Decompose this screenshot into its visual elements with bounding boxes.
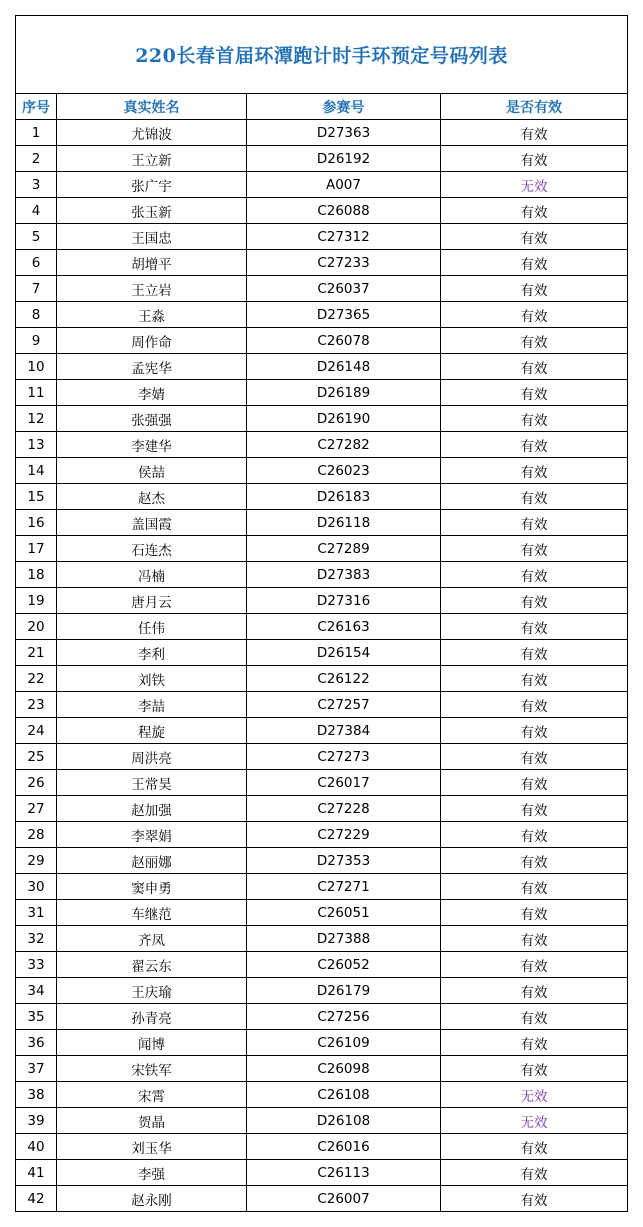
cell-index: 34 bbox=[16, 978, 57, 1004]
cell-bib: C27312 bbox=[247, 224, 441, 250]
cell-valid: 有效 bbox=[441, 588, 628, 614]
cell-valid: 有效 bbox=[441, 848, 628, 874]
cell-index: 12 bbox=[16, 406, 57, 432]
table-row bbox=[16, 484, 628, 510]
table-row bbox=[16, 1082, 628, 1108]
cell-name: 石连杰 bbox=[57, 536, 247, 562]
cell-index: 37 bbox=[16, 1056, 57, 1082]
cell-index: 14 bbox=[16, 458, 57, 484]
cell-bib: C26052 bbox=[247, 952, 441, 978]
cell-valid: 有效 bbox=[441, 354, 628, 380]
cell-bib: C26078 bbox=[247, 328, 441, 354]
cell-bib: C27271 bbox=[247, 874, 441, 900]
cell-name: 冯楠 bbox=[57, 562, 247, 588]
cell-valid: 有效 bbox=[441, 276, 628, 302]
cell-valid: 有效 bbox=[441, 302, 628, 328]
table-row bbox=[16, 1108, 628, 1134]
cell-bib: C27256 bbox=[247, 1004, 441, 1030]
table-row bbox=[16, 380, 628, 406]
cell-bib: C27273 bbox=[247, 744, 441, 770]
table-row bbox=[16, 510, 628, 536]
cell-bib: D26179 bbox=[247, 978, 441, 1004]
cell-valid: 有效 bbox=[441, 718, 628, 744]
cell-name: 胡增平 bbox=[57, 250, 247, 276]
cell-bib: C27282 bbox=[247, 432, 441, 458]
cell-name: 侯喆 bbox=[57, 458, 247, 484]
table-row bbox=[16, 614, 628, 640]
column-header-valid: 是否有效 bbox=[441, 94, 628, 120]
cell-index: 16 bbox=[16, 510, 57, 536]
cell-index: 18 bbox=[16, 562, 57, 588]
cell-name: 赵永刚 bbox=[57, 1186, 247, 1212]
cell-bib: C26023 bbox=[247, 458, 441, 484]
cell-bib: D27316 bbox=[247, 588, 441, 614]
table-row bbox=[16, 796, 628, 822]
cell-valid: 有效 bbox=[441, 1134, 628, 1160]
header-row bbox=[16, 94, 628, 120]
cell-bib: D26154 bbox=[247, 640, 441, 666]
cell-index: 4 bbox=[16, 198, 57, 224]
cell-index: 21 bbox=[16, 640, 57, 666]
registration-table bbox=[15, 15, 628, 1212]
table-row bbox=[16, 432, 628, 458]
cell-index: 20 bbox=[16, 614, 57, 640]
cell-name: 宋霄 bbox=[57, 1082, 247, 1108]
cell-valid: 有效 bbox=[441, 614, 628, 640]
cell-index: 39 bbox=[16, 1108, 57, 1134]
cell-valid: 有效 bbox=[441, 744, 628, 770]
cell-bib: C26163 bbox=[247, 614, 441, 640]
cell-bib: C27229 bbox=[247, 822, 441, 848]
cell-bib: C26088 bbox=[247, 198, 441, 224]
cell-valid: 有效 bbox=[441, 666, 628, 692]
cell-bib: D26183 bbox=[247, 484, 441, 510]
cell-bib: D27365 bbox=[247, 302, 441, 328]
cell-bib: C26017 bbox=[247, 770, 441, 796]
cell-name: 刘铁 bbox=[57, 666, 247, 692]
cell-bib: D27383 bbox=[247, 562, 441, 588]
cell-valid: 有效 bbox=[441, 120, 628, 146]
table-row bbox=[16, 900, 628, 926]
cell-name: 孙青亮 bbox=[57, 1004, 247, 1030]
cell-valid: 有效 bbox=[441, 1004, 628, 1030]
cell-valid: 有效 bbox=[441, 406, 628, 432]
cell-valid: 有效 bbox=[441, 458, 628, 484]
table-row bbox=[16, 1134, 628, 1160]
cell-valid: 有效 bbox=[441, 978, 628, 1004]
table-row bbox=[16, 822, 628, 848]
cell-valid: 有效 bbox=[441, 562, 628, 588]
cell-bib: D26118 bbox=[247, 510, 441, 536]
cell-name: 任伟 bbox=[57, 614, 247, 640]
cell-name: 窦申勇 bbox=[57, 874, 247, 900]
cell-bib: C26051 bbox=[247, 900, 441, 926]
cell-valid: 有效 bbox=[441, 198, 628, 224]
cell-valid: 无效 bbox=[441, 1108, 628, 1134]
cell-valid: 有效 bbox=[441, 328, 628, 354]
table-row bbox=[16, 692, 628, 718]
cell-bib: D26192 bbox=[247, 146, 441, 172]
cell-name: 李建华 bbox=[57, 432, 247, 458]
cell-index: 13 bbox=[16, 432, 57, 458]
cell-name: 盖国霞 bbox=[57, 510, 247, 536]
table-row bbox=[16, 1186, 628, 1212]
column-header-index: 序号 bbox=[16, 94, 57, 120]
cell-index: 10 bbox=[16, 354, 57, 380]
table-row bbox=[16, 666, 628, 692]
cell-bib: D26108 bbox=[247, 1108, 441, 1134]
cell-bib: D26148 bbox=[247, 354, 441, 380]
cell-valid: 有效 bbox=[441, 250, 628, 276]
table-row bbox=[16, 770, 628, 796]
table-row bbox=[16, 536, 628, 562]
cell-name: 车继范 bbox=[57, 900, 247, 926]
page-title: 220长春首届环潭跑计时手环预定号码列表 bbox=[16, 16, 628, 94]
cell-index: 17 bbox=[16, 536, 57, 562]
cell-bib: C26007 bbox=[247, 1186, 441, 1212]
table-row bbox=[16, 926, 628, 952]
table-row bbox=[16, 224, 628, 250]
cell-name: 唐月云 bbox=[57, 588, 247, 614]
table-row bbox=[16, 588, 628, 614]
cell-index: 31 bbox=[16, 900, 57, 926]
cell-bib: D26189 bbox=[247, 380, 441, 406]
cell-bib: C26037 bbox=[247, 276, 441, 302]
cell-valid: 有效 bbox=[441, 926, 628, 952]
cell-index: 6 bbox=[16, 250, 57, 276]
cell-valid: 有效 bbox=[441, 536, 628, 562]
table-row bbox=[16, 120, 628, 146]
table-row bbox=[16, 198, 628, 224]
cell-index: 24 bbox=[16, 718, 57, 744]
cell-name: 李婧 bbox=[57, 380, 247, 406]
cell-name: 周洪亮 bbox=[57, 744, 247, 770]
cell-valid: 有效 bbox=[441, 510, 628, 536]
cell-bib: D27353 bbox=[247, 848, 441, 874]
table-row bbox=[16, 458, 628, 484]
column-header-name: 真实姓名 bbox=[57, 94, 247, 120]
table-row bbox=[16, 874, 628, 900]
cell-bib: C27289 bbox=[247, 536, 441, 562]
cell-bib: D27388 bbox=[247, 926, 441, 952]
cell-index: 27 bbox=[16, 796, 57, 822]
cell-bib: D26190 bbox=[247, 406, 441, 432]
cell-index: 30 bbox=[16, 874, 57, 900]
column-header-bib: 参赛号 bbox=[247, 94, 441, 120]
table-row bbox=[16, 640, 628, 666]
cell-name: 赵杰 bbox=[57, 484, 247, 510]
cell-bib: C26109 bbox=[247, 1030, 441, 1056]
table-row bbox=[16, 1056, 628, 1082]
cell-index: 38 bbox=[16, 1082, 57, 1108]
cell-index: 29 bbox=[16, 848, 57, 874]
cell-bib: C27257 bbox=[247, 692, 441, 718]
cell-bib: C26016 bbox=[247, 1134, 441, 1160]
cell-index: 28 bbox=[16, 822, 57, 848]
cell-index: 41 bbox=[16, 1160, 57, 1186]
cell-valid: 有效 bbox=[441, 952, 628, 978]
cell-valid: 有效 bbox=[441, 796, 628, 822]
cell-index: 8 bbox=[16, 302, 57, 328]
cell-index: 36 bbox=[16, 1030, 57, 1056]
cell-name: 王常昊 bbox=[57, 770, 247, 796]
cell-valid: 有效 bbox=[441, 692, 628, 718]
cell-name: 李利 bbox=[57, 640, 247, 666]
cell-index: 5 bbox=[16, 224, 57, 250]
table-row bbox=[16, 718, 628, 744]
cell-valid: 有效 bbox=[441, 1056, 628, 1082]
cell-name: 齐凤 bbox=[57, 926, 247, 952]
cell-name: 王庆瑜 bbox=[57, 978, 247, 1004]
cell-index: 22 bbox=[16, 666, 57, 692]
cell-valid: 有效 bbox=[441, 432, 628, 458]
table-row bbox=[16, 1030, 628, 1056]
table-row bbox=[16, 1160, 628, 1186]
cell-valid: 有效 bbox=[441, 874, 628, 900]
table-row bbox=[16, 302, 628, 328]
cell-name: 王淼 bbox=[57, 302, 247, 328]
cell-bib: C27228 bbox=[247, 796, 441, 822]
cell-index: 35 bbox=[16, 1004, 57, 1030]
cell-index: 26 bbox=[16, 770, 57, 796]
table-row bbox=[16, 250, 628, 276]
cell-valid: 有效 bbox=[441, 640, 628, 666]
cell-bib: C26098 bbox=[247, 1056, 441, 1082]
cell-index: 42 bbox=[16, 1186, 57, 1212]
cell-index: 7 bbox=[16, 276, 57, 302]
cell-name: 赵加强 bbox=[57, 796, 247, 822]
table-body bbox=[16, 120, 628, 1212]
cell-index: 15 bbox=[16, 484, 57, 510]
cell-index: 19 bbox=[16, 588, 57, 614]
cell-index: 11 bbox=[16, 380, 57, 406]
cell-name: 李强 bbox=[57, 1160, 247, 1186]
cell-name: 王国忠 bbox=[57, 224, 247, 250]
table-row bbox=[16, 354, 628, 380]
cell-valid: 有效 bbox=[441, 1160, 628, 1186]
table-row bbox=[16, 952, 628, 978]
cell-valid: 有效 bbox=[441, 146, 628, 172]
table-row bbox=[16, 328, 628, 354]
cell-valid: 有效 bbox=[441, 484, 628, 510]
cell-name: 王立岩 bbox=[57, 276, 247, 302]
cell-name: 刘玉华 bbox=[57, 1134, 247, 1160]
cell-valid: 无效 bbox=[441, 172, 628, 198]
cell-bib: C26122 bbox=[247, 666, 441, 692]
cell-name: 孟宪华 bbox=[57, 354, 247, 380]
cell-name: 宋铁军 bbox=[57, 1056, 247, 1082]
cell-index: 40 bbox=[16, 1134, 57, 1160]
cell-name: 李翠娟 bbox=[57, 822, 247, 848]
cell-valid: 有效 bbox=[441, 900, 628, 926]
cell-bib: C26113 bbox=[247, 1160, 441, 1186]
table-row bbox=[16, 848, 628, 874]
cell-valid: 有效 bbox=[441, 1186, 628, 1212]
cell-name: 李喆 bbox=[57, 692, 247, 718]
cell-name: 张强强 bbox=[57, 406, 247, 432]
cell-valid: 有效 bbox=[441, 224, 628, 250]
cell-name: 张广宇 bbox=[57, 172, 247, 198]
cell-name: 程旋 bbox=[57, 718, 247, 744]
cell-name: 张玉新 bbox=[57, 198, 247, 224]
table-row bbox=[16, 1004, 628, 1030]
table-row bbox=[16, 562, 628, 588]
cell-valid: 有效 bbox=[441, 1030, 628, 1056]
cell-name: 王立新 bbox=[57, 146, 247, 172]
cell-valid: 有效 bbox=[441, 770, 628, 796]
cell-index: 33 bbox=[16, 952, 57, 978]
cell-valid: 有效 bbox=[441, 822, 628, 848]
cell-bib: D27363 bbox=[247, 120, 441, 146]
cell-index: 32 bbox=[16, 926, 57, 952]
cell-name: 贺晶 bbox=[57, 1108, 247, 1134]
cell-valid: 有效 bbox=[441, 380, 628, 406]
cell-bib: C27233 bbox=[247, 250, 441, 276]
cell-index: 3 bbox=[16, 172, 57, 198]
table-row bbox=[16, 744, 628, 770]
cell-index: 9 bbox=[16, 328, 57, 354]
cell-bib: C26108 bbox=[247, 1082, 441, 1108]
cell-bib: D27384 bbox=[247, 718, 441, 744]
cell-index: 25 bbox=[16, 744, 57, 770]
table-row bbox=[16, 978, 628, 1004]
table-row bbox=[16, 406, 628, 432]
cell-bib: A007 bbox=[247, 172, 441, 198]
table-row bbox=[16, 276, 628, 302]
table-row bbox=[16, 146, 628, 172]
cell-name: 翟云东 bbox=[57, 952, 247, 978]
table-row bbox=[16, 172, 628, 198]
cell-index: 23 bbox=[16, 692, 57, 718]
cell-name: 闻博 bbox=[57, 1030, 247, 1056]
cell-index: 2 bbox=[16, 146, 57, 172]
cell-name: 周作命 bbox=[57, 328, 247, 354]
cell-name: 尤锦波 bbox=[57, 120, 247, 146]
cell-index: 1 bbox=[16, 120, 57, 146]
cell-name: 赵丽娜 bbox=[57, 848, 247, 874]
cell-valid: 无效 bbox=[441, 1082, 628, 1108]
